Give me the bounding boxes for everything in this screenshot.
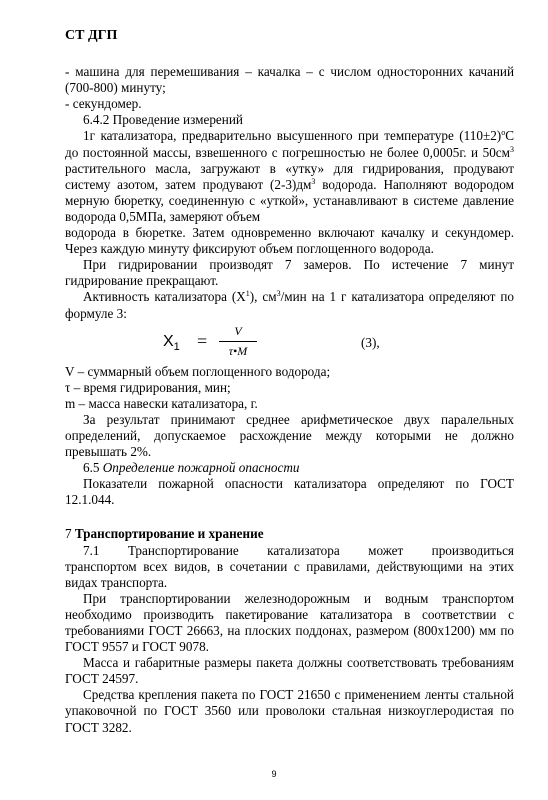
variable-m: m – масса навески катализатора, г. (65, 395, 258, 411)
paragraph-transport-line1: 7.1 Транспортирование катализатора может производиться (83, 542, 514, 558)
paragraph-burette: водорода в бюретке. Затем одновременно включают качалку и секундомер. Через каждую минуту фиксируют объем поглощенного водорода. (65, 225, 514, 257)
formula-number: (3), (361, 334, 380, 350)
formula-denominator: τ•M (228, 343, 248, 358)
paragraph-fastening: Средства крепления пакета по ГОСТ 21650 с применением ленты стальной упаковочной по ГОСТ 3560 или проволоки стальная низкоуглеродистая по ГОСТ 3282. (65, 687, 514, 735)
section-heading-6-5: 6.5 Определение пожарной опасности (83, 460, 300, 476)
section-heading-7: 7 Транспортирование и хранение (65, 526, 264, 542)
formula-fraction (219, 324, 257, 359)
page-number: 9 (271, 769, 277, 779)
formula-3 (65, 324, 514, 362)
formula-equals: = (197, 330, 208, 351)
section-heading-6-4-2: 6.4.2 Проведение измерений (83, 112, 243, 128)
paragraph-procedure: 1г катализатора, предварительно высушенного при температуре $(110\pm 2)^оС$ до постоянной массы, взвешенного с погрешностью не более 0,0005г. и $50см^3$ растительного масла, загружают в «утку» для гидрирования, продувают систему азотом, затем продувают $(2-3)дм^3$ водорода. Наполняют водородом мерную бюретку, соединенную с «уткой», устанавливают в системе давление водорода 0,5МПа, замеряют объем (65, 128, 514, 224)
variable-tau: τ – время гидрирования, мин; (65, 379, 231, 395)
variable-v: V – суммарный объем поглощенного водорода; (65, 363, 331, 379)
paragraph-stopwatch: - секундомер. (65, 96, 142, 112)
paragraph-rail-water: При транспортировании железнодорожным и водным транспортом необходимо производить пакетирование катализатора в соответствии с требованиями ГОСТ 26663, на плоских поддонах, размером (800х1200) мм по ГОСТ 9557 и ГОСТ 9078. (65, 590, 514, 655)
paragraph-transport-rest: транспортом всех видов, в сочетании с правилами, действующими на этих видах транспорта. (65, 558, 514, 590)
paragraph-activity: Активность катализатора $(Х^1)$, $см^3$/мин на 1 г катализатора определяют по формуле 3: (65, 289, 514, 321)
formula-lhs: $Х_1$ (163, 332, 180, 353)
document-header: СТ ДГП (65, 28, 118, 43)
formula-numerator: V (234, 323, 242, 338)
document-page (65, 28, 514, 736)
paragraph-mixer: - машина для перемешивания – качалка – с числом односторонних качаний (700-800) минуту; (65, 64, 514, 96)
paragraph-package-size: Масса и габаритные размеры пакета должны соответствовать требованиям ГОСТ 24597. (65, 655, 514, 687)
paragraph-measurements: При гидрировании производят 7 замеров. По истечение 7 минут гидрирование прекращают. (65, 257, 514, 289)
paragraph-fire-hazard: Показатели пожарной опасности катализатора определяют по ГОСТ 12.1.044. (65, 476, 514, 508)
paragraph-result: За результат принимают среднее арифметическое двух паралельных определений, допускаемое расхождение между которыми не должно превышать 2%. (65, 411, 514, 460)
fraction-bar (219, 341, 257, 342)
